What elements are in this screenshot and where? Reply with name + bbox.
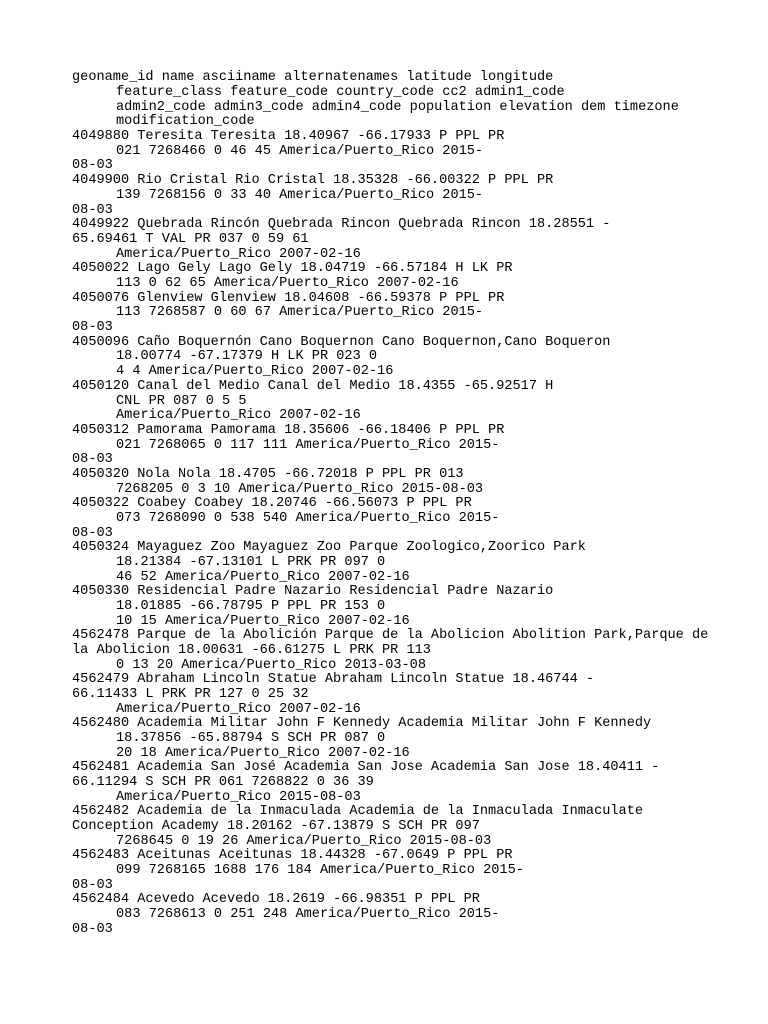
record-line: 08-03: [72, 320, 113, 335]
record-line: 113 0 62 65 America/Puerto_Rico 2007-02-16: [116, 276, 459, 291]
header-line: modification_code: [116, 114, 255, 129]
record-line: 65.69461 T VAL PR 037 0 59 61: [72, 232, 309, 247]
record-line: 4050330 Residencial Padre Nazario Residencial Padre Nazario: [72, 584, 554, 599]
record-line: la Abolicion 18.00631 -66.61275 L PRK PR 113: [72, 643, 431, 658]
record-line: 0 13 20 America/Puerto_Rico 2013-03-08: [116, 658, 426, 673]
record-line: 4562482 Academia de la Inmaculada Academia de la Inmaculada Inmaculate: [72, 804, 644, 819]
record-line: 4562479 Abraham Lincoln Statue Abraham Lincoln Statue 18.46744 -: [72, 672, 595, 687]
record-line: 4050312 Pamorama Pamorama 18.35606 -66.18406 P PPL PR: [72, 423, 505, 438]
record-line: 4050022 Lago Gely Lago Gely 18.04719 -66.57184 H LK PR: [72, 261, 513, 276]
record-line: America/Puerto_Rico 2015-08-03: [116, 790, 361, 805]
record-line: 08-03: [72, 158, 113, 173]
record-line: 073 7268090 0 538 540 America/Puerto_Rico 2015-: [116, 511, 500, 526]
record-line: 083 7268613 0 251 248 America/Puerto_Rico 2015-: [116, 907, 500, 922]
record-line: 18.00774 -67.17379 H LK PR 023 0: [116, 349, 378, 364]
record-line: 20 18 America/Puerto_Rico 2007-02-16: [116, 746, 410, 761]
record-line: 08-03: [72, 922, 113, 937]
record-line: CNL PR 087 0 5 5: [116, 394, 247, 409]
record-line: 4562481 Academia San José Academia San Jose Academia San Jose 18.40411 -: [72, 760, 660, 775]
record-line: 4562483 Aceitunas Aceitunas 18.44328 -67.0649 P PPL PR: [72, 848, 513, 863]
record-line: 7268645 0 19 26 America/Puerto_Rico 2015-08-03: [116, 834, 492, 849]
record-line: 4562478 Parque de la Abolición Parque de la Abolicion Abolition Park,Parque de: [72, 628, 709, 643]
record-line: 4049922 Quebrada Rincón Quebrada Rincon Quebrada Rincon 18.28551 -: [72, 217, 611, 232]
record-line: 4049880 Teresita Teresita 18.40967 -66.17933 P PPL PR: [72, 129, 505, 144]
record-line: 46 52 America/Puerto_Rico 2007-02-16: [116, 570, 410, 585]
record-line: 4050120 Canal del Medio Canal del Medio 18.4355 -65.92517 H: [72, 379, 554, 394]
record-line: 4562484 Acevedo Acevedo 18.2619 -66.98351 P PPL PR: [72, 892, 480, 907]
record-line: 4049900 Rio Cristal Rio Cristal 18.35328 -66.00322 P PPL PR: [72, 173, 554, 188]
record-line: 021 7268065 0 117 111 America/Puerto_Rico 2015-: [116, 438, 500, 453]
record-line: 18.01885 -66.78795 P PPL PR 153 0: [116, 599, 386, 614]
record-line: America/Puerto_Rico 2007-02-16: [116, 408, 361, 423]
record-line: 66.11294 S SCH PR 061 7268822 0 36 39: [72, 775, 374, 790]
record-line: 4050320 Nola Nola 18.4705 -66.72018 P PPL PR 013: [72, 467, 464, 482]
record-line: 4 4 America/Puerto_Rico 2007-02-16: [116, 364, 394, 379]
record-line: 021 7268466 0 46 45 America/Puerto_Rico 2015-: [116, 144, 484, 159]
header-line: feature_class feature_code country_code cc2 admin1_code: [116, 85, 565, 100]
record-line: 08-03: [72, 452, 113, 467]
record-line: America/Puerto_Rico 2007-02-16: [116, 702, 361, 717]
record-line: 139 7268156 0 33 40 America/Puerto_Rico 2015-: [116, 188, 484, 203]
record-line: 08-03: [72, 526, 113, 541]
record-line: 4050324 Mayaguez Zoo Mayaguez Zoo Parque Zoologico,Zoorico Park: [72, 540, 586, 555]
record-line: 08-03: [72, 878, 113, 893]
record-line: 18.37856 -65.88794 S SCH PR 087 0: [116, 731, 386, 746]
record-line: 08-03: [72, 203, 113, 218]
record-line: 099 7268165 1688 176 184 America/Puerto_Rico 2015-: [116, 863, 524, 878]
record-line: 4562480 Academia Militar John F Kennedy Academia Militar John F Kennedy: [72, 716, 652, 731]
record-line: 4050096 Caño Boquernón Cano Boquernon Cano Boquernon,Cano Boqueron: [72, 335, 611, 350]
header-line: geoname_id name asciiname alternatenames latitude longitude: [72, 70, 554, 85]
record-line: 113 7268587 0 60 67 America/Puerto_Rico 2015-: [116, 305, 484, 320]
header-line: admin2_code admin3_code admin4_code population elevation dem timezone: [116, 100, 679, 115]
record-line: Conception Academy 18.20162 -67.13879 S SCH PR 097: [72, 819, 480, 834]
record-line: America/Puerto_Rico 2007-02-16: [116, 247, 361, 262]
record-line: 66.11433 L PRK PR 127 0 25 32: [72, 687, 309, 702]
record-line: 18.21384 -67.13101 L PRK PR 097 0: [116, 555, 386, 570]
record-line: 4050076 Glenview Glenview 18.04608 -66.59378 P PPL PR: [72, 291, 505, 306]
record-line: 4050322 Coabey Coabey 18.20746 -66.56073 P PPL PR: [72, 496, 472, 511]
record-line: 7268205 0 3 10 America/Puerto_Rico 2015-08-03: [116, 482, 484, 497]
record-line: 10 15 America/Puerto_Rico 2007-02-16: [116, 614, 410, 629]
